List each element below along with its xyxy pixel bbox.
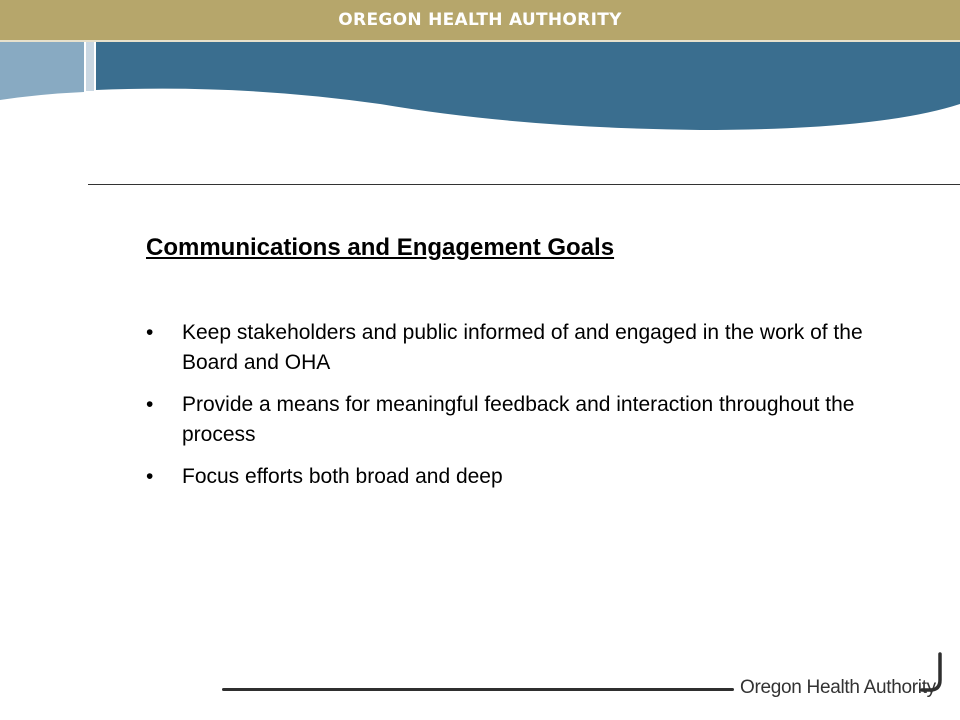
banner-wave <box>96 42 960 130</box>
header-banner-graphic <box>0 42 960 142</box>
bullet-item <box>146 462 886 492</box>
bullet-list <box>146 318 886 492</box>
footer-line <box>222 688 734 691</box>
header-divider <box>88 184 960 185</box>
bullet-item <box>146 390 886 450</box>
bullet-icon: • <box>146 393 154 416</box>
bullet-text: Provide a means for meaningful feedback and interaction throughout the process <box>182 393 855 446</box>
slide-content <box>146 230 886 504</box>
agency-title: OREGON HEALTH AUTHORITY <box>338 10 622 30</box>
bullet-icon: • <box>146 321 154 344</box>
banner-light-panel <box>0 42 84 100</box>
bullet-text: Focus efforts both broad and deep <box>182 465 503 488</box>
bullet-icon: • <box>146 465 154 488</box>
logo-hook-icon <box>918 652 948 694</box>
footer-logo-text: Oregon Health Authority <box>740 677 936 698</box>
bullet-text: Keep stakeholders and public informed of and engaged in the work of the Board and OHA <box>182 321 863 374</box>
banner-light-strip <box>86 42 94 91</box>
bullet-item <box>146 318 886 378</box>
slide-title: Communications and Engagement Goals <box>146 234 615 261</box>
